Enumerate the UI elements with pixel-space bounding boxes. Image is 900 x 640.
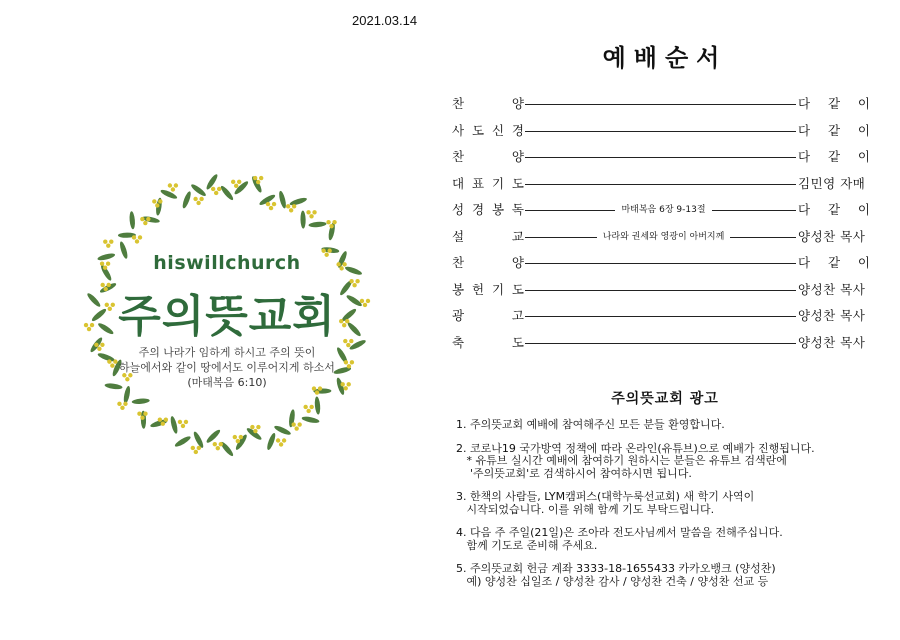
wreath-leaf bbox=[300, 211, 306, 229]
worship-order-row bbox=[452, 281, 870, 308]
announcement-item bbox=[456, 563, 886, 588]
wreath-flower bbox=[117, 402, 121, 406]
verse-reference: (마태복음 6:10) bbox=[187, 376, 267, 389]
wreath-flower bbox=[168, 183, 172, 187]
wreath-flower bbox=[158, 418, 162, 422]
wreath-flower bbox=[329, 224, 333, 228]
worship-item-leader: 양성찬 목사 bbox=[798, 228, 866, 244]
wreath-flower bbox=[106, 243, 110, 247]
announcement-item bbox=[456, 419, 886, 432]
wreath-flower bbox=[315, 390, 319, 394]
order-of-worship-list bbox=[452, 95, 870, 360]
worship-order-row bbox=[452, 228, 870, 255]
worship-item-label: 찬 양 bbox=[452, 255, 524, 270]
announcements-list bbox=[456, 419, 886, 599]
worship-order-row bbox=[452, 334, 870, 361]
leader-line bbox=[525, 263, 796, 264]
leader-line bbox=[525, 316, 796, 317]
wreath-flower bbox=[199, 197, 203, 201]
wreath-flower bbox=[109, 239, 113, 243]
wreath-flower bbox=[266, 202, 270, 206]
wreath-flower bbox=[256, 180, 260, 184]
leader-line bbox=[525, 290, 796, 291]
worship-order-row bbox=[452, 175, 870, 202]
worship-item-leader: 양성찬 목사 bbox=[798, 281, 866, 297]
wreath-flower bbox=[286, 204, 290, 208]
wreath-flower bbox=[259, 176, 263, 180]
wreath-flower bbox=[309, 214, 313, 218]
wreath-flower bbox=[103, 239, 107, 243]
wreath-flower bbox=[289, 208, 293, 212]
wreath-flower bbox=[135, 239, 139, 243]
wreath-flower bbox=[155, 203, 159, 207]
announcement-line: 1. 주의뜻교회 예배에 참여해주신 모든 분들 환영합니다. bbox=[456, 418, 725, 431]
wreath-flower bbox=[237, 180, 241, 184]
leader-line bbox=[525, 157, 796, 158]
wreath-flower bbox=[297, 422, 301, 426]
wreath-flower bbox=[217, 187, 221, 191]
announcement-line: 예) 양성찬 십일조 / 양성찬 감사 / 양성찬 건축 / 양성찬 선교 등 bbox=[456, 574, 769, 588]
wreath-leaf bbox=[169, 416, 178, 435]
announcement-line: 4. 다음 주 주일(21일)은 조아라 전도사님께서 말씀을 전해주십니다. bbox=[456, 526, 783, 539]
wreath-leaf bbox=[160, 188, 179, 200]
leader-line bbox=[525, 343, 796, 344]
wreath-flower bbox=[214, 191, 218, 195]
wreath-flower bbox=[256, 425, 260, 429]
worship-item-label: 축 도 bbox=[452, 334, 524, 350]
wreath-flower bbox=[303, 405, 307, 409]
church-logo-wreath bbox=[77, 160, 377, 470]
announcement-line: 3. 한책의 사람들, LYM캠퍼스(대학누룩선교회) 새 학기 사역이 bbox=[456, 490, 755, 503]
worship-item-label: 대 표 기 도 bbox=[452, 175, 524, 191]
worship-order-row bbox=[452, 95, 870, 122]
wreath-leaf bbox=[314, 396, 321, 414]
wreath-flower bbox=[219, 442, 223, 446]
verse-line: 하늘에서와 같이 땅에서도 이루어지게 하소서 bbox=[119, 361, 335, 374]
wreath-flower bbox=[213, 442, 217, 446]
wreath-leaf bbox=[181, 191, 192, 210]
verse-line: 주의 나라가 임하게 하시고 주의 뜻이 bbox=[138, 346, 316, 359]
wreath-leaf bbox=[289, 196, 308, 206]
worship-item-leader: 김민영 자매 bbox=[798, 175, 866, 191]
wreath-flower bbox=[196, 201, 200, 205]
worship-item-label: 성 경 봉 독 bbox=[452, 202, 524, 217]
wreath-flower bbox=[272, 202, 276, 206]
wreath-leaf bbox=[219, 184, 235, 201]
wreath-flower bbox=[291, 422, 295, 426]
wreath-flower bbox=[194, 450, 198, 454]
worship-item-note: 마태복음 6장 9-13절 bbox=[452, 201, 870, 219]
worship-item-leader: 다 같 이 bbox=[798, 149, 870, 164]
worship-order-row bbox=[452, 148, 870, 175]
announcement-line: 시작되었습니다. 이를 위해 함께 기도 부탁드립니다. bbox=[456, 502, 715, 516]
order-of-worship-title: 예배순서 bbox=[602, 44, 728, 72]
wreath-flower bbox=[279, 442, 283, 446]
announcement-line: 5. 주의뜻교회 헌금 계좌 3333-18-1655433 카카오뱅크 (양성찬) bbox=[456, 562, 776, 575]
wreath-leaf bbox=[278, 190, 287, 209]
leader-line bbox=[525, 131, 796, 132]
wreath-flower bbox=[164, 418, 168, 422]
wreath-flower bbox=[211, 187, 215, 191]
wreath-leaf bbox=[245, 426, 262, 441]
worship-order-row bbox=[452, 122, 870, 149]
wreath-leaf bbox=[132, 398, 150, 405]
wreath-flower bbox=[332, 220, 336, 224]
worship-item-label: 봉 헌 기 도 bbox=[452, 281, 524, 297]
wreath-flower bbox=[282, 438, 286, 442]
wreath-flower bbox=[174, 183, 178, 187]
wreath-flower bbox=[184, 420, 188, 424]
wreath-flower bbox=[306, 409, 310, 413]
wreath-flower bbox=[137, 412, 141, 416]
wreath-flower bbox=[171, 187, 175, 191]
worship-item-leader: 다 같 이 bbox=[798, 202, 870, 217]
leader-line bbox=[525, 184, 796, 185]
wreath-flower bbox=[216, 446, 220, 450]
worship-item-label: 찬 양 bbox=[452, 149, 524, 164]
wreath-leaf bbox=[174, 435, 192, 449]
worship-item-note: 나라와 권세와 영광이 아버지께 bbox=[452, 228, 870, 246]
wreath-flower bbox=[138, 235, 142, 239]
worship-item-leader: 다 같 이 bbox=[798, 255, 870, 270]
worship-item-label: 광 고 bbox=[452, 308, 524, 323]
worship-item-leader: 다 같 이 bbox=[798, 96, 870, 111]
wreath-flower bbox=[292, 204, 296, 208]
worship-item-label: 사 도 신 경 bbox=[452, 122, 524, 138]
wreath-flower bbox=[239, 435, 243, 439]
wreath-flower bbox=[276, 438, 280, 442]
church-name-english: hiswillchurch bbox=[153, 252, 301, 274]
wreath-flower bbox=[234, 184, 238, 188]
announcement-item bbox=[456, 443, 886, 481]
announcement-line: '주의뜻교회'로 검색하시어 참여하시면 됩니다. bbox=[456, 466, 692, 480]
wreath-leaf bbox=[190, 183, 207, 198]
wreath-flower bbox=[236, 439, 240, 443]
wreath-flower bbox=[191, 446, 195, 450]
church-name-korean: 주의뜻교회 bbox=[118, 291, 336, 342]
announcement-line: * 유튜브 실시간 예배에 참여하기 원하시는 분들은 유튜브 검색란에 bbox=[456, 454, 787, 467]
wreath-flower bbox=[146, 217, 150, 221]
wreath-flower bbox=[140, 217, 144, 221]
wreath-leaf bbox=[129, 211, 136, 229]
wreath-flower bbox=[197, 446, 201, 450]
announcement-line: 함께 기도로 준비해 주세요. bbox=[456, 538, 598, 552]
announcement-item bbox=[456, 491, 886, 516]
announcement-line: 2. 코로나19 국가방역 정책에 따라 온라인(유튜브)으로 예배가 진행됩니다. bbox=[456, 441, 815, 455]
wreath-flower bbox=[120, 406, 124, 410]
wreath-flower bbox=[161, 422, 165, 426]
wreath-flower bbox=[132, 235, 136, 239]
bulletin-date: 2021.03.14 bbox=[352, 13, 418, 28]
announcement-item bbox=[456, 527, 886, 552]
wreath-flower bbox=[309, 405, 313, 409]
wreath-flower bbox=[294, 426, 298, 430]
wreath-flower bbox=[193, 197, 197, 201]
wreath-flower bbox=[143, 221, 147, 225]
worship-order-row bbox=[452, 254, 870, 281]
wreath-flower bbox=[269, 206, 273, 210]
wreath-flower bbox=[181, 424, 185, 428]
worship-item-label: 설 교 bbox=[452, 228, 524, 244]
worship-item-leader: 양성찬 목사 bbox=[798, 308, 866, 323]
wreath-flower bbox=[326, 220, 330, 224]
wreath-flower bbox=[233, 435, 237, 439]
wreath-flower bbox=[140, 416, 144, 420]
wreath-leaf bbox=[273, 424, 292, 436]
leader-line bbox=[525, 104, 796, 105]
worship-item-leader: 다 같 이 bbox=[798, 122, 870, 138]
wreath-leaf bbox=[205, 428, 222, 444]
worship-order-row bbox=[452, 201, 870, 228]
wreath-leaf bbox=[301, 415, 320, 424]
wreath-leaf bbox=[308, 221, 326, 228]
wreath-leaf bbox=[266, 432, 277, 451]
worship-order-row bbox=[452, 307, 870, 334]
wreath-flower bbox=[312, 210, 316, 214]
wreath-flower bbox=[306, 210, 310, 214]
wreath-flower bbox=[253, 176, 257, 180]
wreath-flower bbox=[250, 425, 254, 429]
wreath-flower bbox=[231, 180, 235, 184]
wreath-flower bbox=[253, 429, 257, 433]
wreath-flower bbox=[158, 199, 162, 203]
worship-item-label: 찬 양 bbox=[452, 96, 524, 111]
wreath-flower bbox=[152, 199, 156, 203]
scripture-verse bbox=[77, 345, 377, 390]
worship-item-leader: 양성찬 목사 bbox=[798, 334, 866, 350]
announcements-title: 주의뜻교회 광고 bbox=[611, 391, 719, 407]
wreath-flower bbox=[143, 412, 147, 416]
wreath-flower bbox=[178, 420, 182, 424]
wreath-flower bbox=[123, 402, 127, 406]
